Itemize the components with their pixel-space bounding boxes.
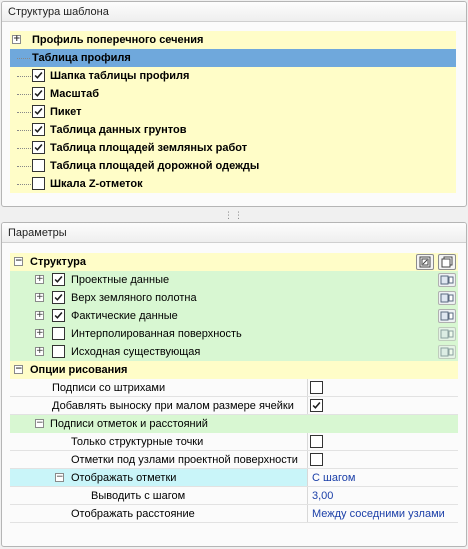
tree-connector bbox=[17, 58, 30, 59]
tree-item-label: Таблица профиля bbox=[32, 52, 131, 64]
collapse-icon[interactable]: − bbox=[56, 472, 64, 482]
structure-item-label: Исходная существующая bbox=[71, 346, 201, 358]
structure-item-subgrade-top[interactable] bbox=[10, 289, 458, 307]
prop-group-marks-and-distances[interactable] bbox=[10, 415, 458, 433]
check-icon bbox=[53, 292, 64, 303]
picket-checkbox[interactable] bbox=[32, 105, 45, 118]
check-icon bbox=[53, 310, 64, 321]
category-label: Структура bbox=[30, 256, 86, 268]
check-icon bbox=[33, 70, 44, 81]
tree-item-picket[interactable] bbox=[10, 103, 456, 121]
prop-value-cell[interactable] bbox=[307, 451, 458, 469]
tree-item-label: Шкала Z-отметок bbox=[50, 178, 143, 190]
collapse-icon[interactable]: − bbox=[15, 364, 23, 374]
tree-connector bbox=[17, 130, 31, 131]
prop-label: Только структурные точки bbox=[71, 436, 204, 448]
tree-connector bbox=[17, 94, 31, 95]
prop-value-text: С шагом bbox=[312, 472, 356, 484]
prop-value-text: Между соседними узлами bbox=[312, 508, 445, 520]
check-icon bbox=[33, 124, 44, 135]
design-data-checkbox[interactable] bbox=[52, 273, 65, 286]
structure-item-interpolated-surface[interactable] bbox=[10, 325, 458, 343]
structure-item-label: Интерполированная поверхность bbox=[71, 328, 242, 340]
tree-item-label: Масштаб bbox=[50, 88, 100, 100]
collapse-all-icon bbox=[417, 255, 433, 269]
prop-label: Подписи со штрихами bbox=[52, 382, 166, 394]
category-drawing-options[interactable] bbox=[10, 361, 458, 379]
tree-item-label: Профиль поперечного сечения bbox=[32, 34, 204, 46]
earthwork-areas-table-checkbox[interactable] bbox=[32, 141, 45, 154]
prop-value-text: 3,00 bbox=[312, 490, 334, 502]
structure-item-label: Проектные данные bbox=[71, 274, 170, 286]
prop-show-distance[interactable] bbox=[10, 505, 458, 523]
step-value[interactable] bbox=[307, 487, 458, 505]
tree-item-earthwork-areas-table[interactable] bbox=[10, 139, 456, 157]
tree-item-cross-section-profile[interactable] bbox=[10, 31, 456, 49]
interpolated-surface-checkbox[interactable] bbox=[52, 327, 65, 340]
parameters-title: Параметры bbox=[2, 223, 466, 243]
check-icon bbox=[33, 88, 44, 99]
existing-source-checkbox[interactable] bbox=[52, 345, 65, 358]
tree-item-z-scale[interactable] bbox=[10, 175, 456, 193]
tree-item-profile-table[interactable] bbox=[10, 49, 456, 67]
expand-icon[interactable]: + bbox=[36, 310, 44, 320]
category-label: Опции рисования bbox=[30, 364, 128, 376]
check-icon bbox=[33, 142, 44, 153]
tree-item-soil-data-table[interactable] bbox=[10, 121, 456, 139]
prop-under-design-nodes[interactable] bbox=[10, 451, 458, 469]
row-divider bbox=[10, 522, 458, 523]
subgrade-top-checkbox[interactable] bbox=[52, 291, 65, 304]
tree-item-label: Шапка таблицы профиля bbox=[50, 70, 190, 82]
tree-item-label: Пикет bbox=[50, 106, 82, 118]
prop-label: Добавлять выноску при малом размере ячейки bbox=[52, 400, 294, 412]
expand-icon[interactable]: + bbox=[13, 34, 21, 44]
layer-settings-icon[interactable] bbox=[438, 273, 456, 287]
structure-item-existing-source[interactable] bbox=[10, 343, 458, 361]
pavement-areas-table-checkbox[interactable] bbox=[32, 159, 45, 172]
structure-item-design-data[interactable] bbox=[10, 271, 458, 289]
tree-connector bbox=[17, 76, 31, 77]
structure-item-label: Фактические данные bbox=[71, 310, 178, 322]
tree-item-pavement-areas-table[interactable] bbox=[10, 157, 456, 175]
prop-hatch-labels[interactable] bbox=[10, 379, 458, 397]
prop-leader-small-cell[interactable] bbox=[10, 397, 458, 415]
prop-value-cell[interactable] bbox=[307, 379, 458, 397]
z-scale-checkbox[interactable] bbox=[32, 177, 45, 190]
structure-item-actual-data[interactable] bbox=[10, 307, 458, 325]
prop-show-marks[interactable] bbox=[10, 469, 458, 487]
expand-all-button[interactable] bbox=[438, 254, 456, 270]
under-nodes-checkbox[interactable] bbox=[310, 453, 323, 466]
expand-icon[interactable]: + bbox=[36, 292, 44, 302]
panel-splitter-handle[interactable]: ⋮⋮ bbox=[224, 210, 244, 220]
prop-label: Отображать отметки bbox=[71, 472, 177, 484]
profile-table-header-checkbox[interactable] bbox=[32, 69, 45, 82]
check-icon bbox=[311, 400, 322, 411]
prop-group-label: Подписи отметок и расстояний bbox=[50, 418, 208, 430]
prop-structural-only[interactable] bbox=[10, 433, 458, 451]
collapse-icon[interactable]: − bbox=[36, 418, 44, 428]
scale-checkbox[interactable] bbox=[32, 87, 45, 100]
layer-settings-icon[interactable] bbox=[438, 309, 456, 323]
structure-item-label: Верх земляного полотна bbox=[71, 292, 197, 304]
expand-icon[interactable]: + bbox=[36, 346, 44, 356]
template-structure-title: Структура шаблона bbox=[2, 2, 466, 22]
layer-settings-icon[interactable] bbox=[438, 327, 456, 341]
check-icon bbox=[53, 274, 64, 285]
prop-step[interactable] bbox=[10, 487, 458, 505]
actual-data-checkbox[interactable] bbox=[52, 309, 65, 322]
collapse-icon[interactable]: − bbox=[15, 256, 23, 266]
tree-item-label: Таблица площадей дорожной одежды bbox=[50, 160, 260, 172]
leader-small-cell-checkbox[interactable] bbox=[310, 399, 323, 412]
layer-settings-icon[interactable] bbox=[438, 291, 456, 305]
expand-icon[interactable]: + bbox=[36, 328, 44, 338]
tree-item-profile-table-header[interactable] bbox=[10, 67, 456, 85]
tree-item-scale[interactable] bbox=[10, 85, 456, 103]
category-structure[interactable] bbox=[10, 253, 458, 271]
hatch-labels-checkbox[interactable] bbox=[310, 381, 323, 394]
soil-data-table-checkbox[interactable] bbox=[32, 123, 45, 136]
prop-value-cell[interactable] bbox=[307, 433, 458, 451]
tree-item-label: Таблица данных грунтов bbox=[50, 124, 187, 136]
template-tree bbox=[10, 31, 456, 193]
show-marks-value[interactable] bbox=[307, 469, 458, 487]
prop-label: Отображать расстояние bbox=[71, 508, 195, 520]
structural-only-checkbox[interactable] bbox=[310, 435, 323, 448]
expand-icon[interactable]: + bbox=[36, 274, 44, 284]
tree-connector bbox=[17, 148, 31, 149]
tree-connector bbox=[17, 184, 31, 185]
tree-connector bbox=[17, 112, 31, 113]
check-icon bbox=[33, 106, 44, 117]
prop-value-cell[interactable] bbox=[307, 397, 458, 415]
tree-item-label: Таблица площадей земляных работ bbox=[50, 142, 248, 154]
layer-settings-icon[interactable] bbox=[438, 345, 456, 359]
prop-label: Выводить с шагом bbox=[91, 490, 186, 502]
expand-all-icon bbox=[439, 255, 455, 269]
collapse-all-button[interactable] bbox=[416, 254, 434, 270]
show-distance-value[interactable] bbox=[307, 505, 458, 523]
tree-connector bbox=[17, 166, 31, 167]
prop-label: Отметки под узлами проектной поверхности bbox=[71, 454, 298, 466]
